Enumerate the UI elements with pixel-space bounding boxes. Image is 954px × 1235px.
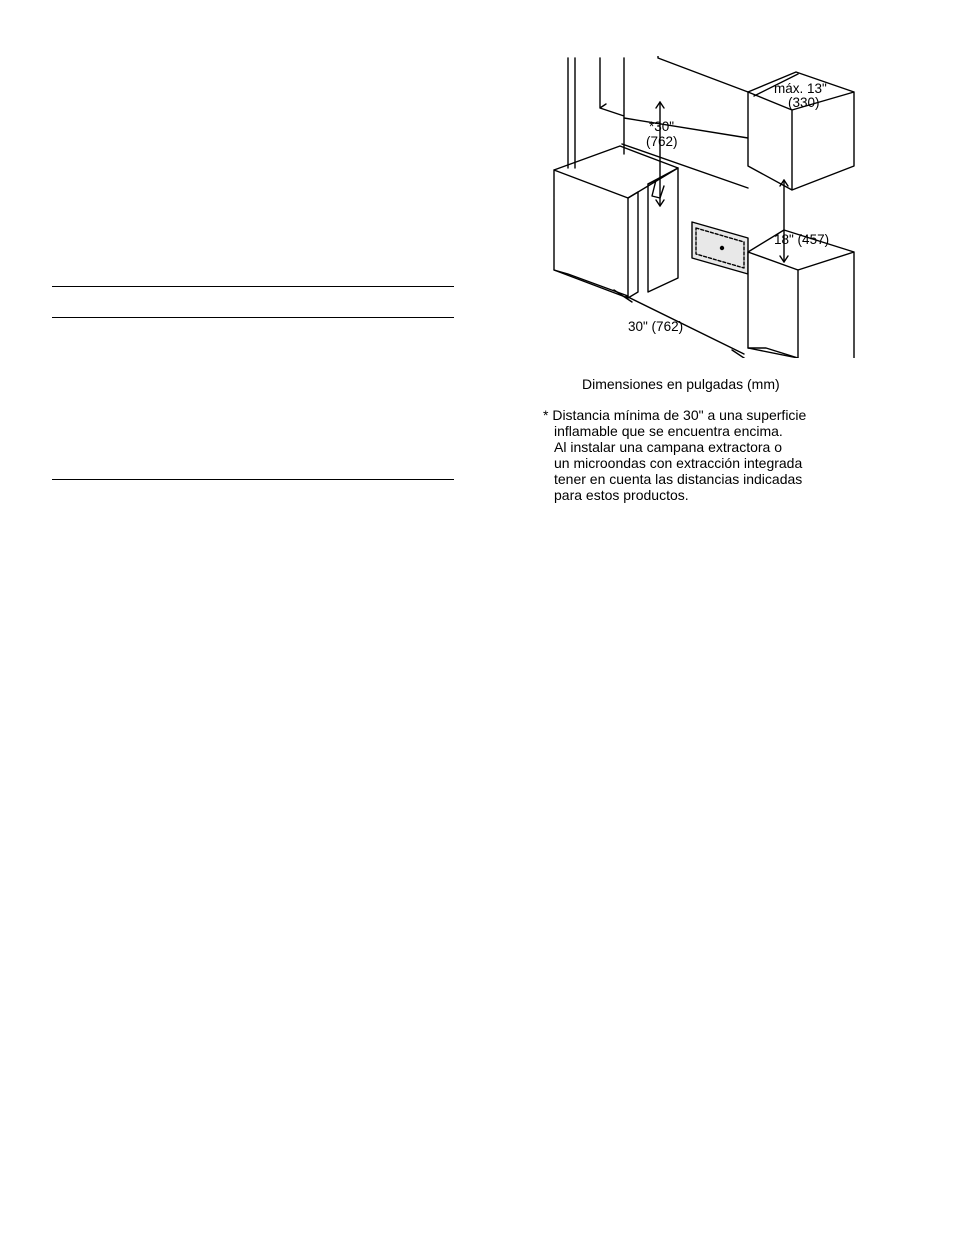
base-cabinet-left-side xyxy=(628,192,638,298)
width-extension-right xyxy=(732,350,750,358)
section-divider-top xyxy=(52,286,454,287)
note-line: * Distancia mínima de 30" a una superficie xyxy=(543,407,807,423)
clearance-top-mm-label: (762) xyxy=(646,134,678,149)
cutout-width-label: 30" (762) xyxy=(628,319,684,334)
section-divider-bottom xyxy=(52,479,454,480)
max-depth-label: máx. 13" xyxy=(774,81,827,96)
width-extension-left xyxy=(614,290,632,302)
cabinet-clearance-label: 18" (457) xyxy=(774,232,830,247)
note-line: tener en cuenta las distancias indicadas xyxy=(554,471,803,487)
range-side-notch xyxy=(648,180,664,198)
back-wall-line xyxy=(658,56,748,92)
clearance-note xyxy=(543,407,806,503)
max-depth-mm-label: (330) xyxy=(788,95,820,110)
clearance-top-label: *30" xyxy=(649,119,675,134)
base-cabinet-right xyxy=(748,230,854,358)
range-side-panel xyxy=(648,168,678,292)
upper-cabinet-left xyxy=(600,58,624,154)
note-line: inflamable que se encuentra encima. xyxy=(554,423,783,439)
note-line: Al instalar una campana extractora o xyxy=(554,439,783,455)
note-line: para estos productos. xyxy=(554,487,689,503)
wall-panel-left xyxy=(568,58,575,168)
back-wall-bottom xyxy=(622,118,748,188)
installation-clearance-diagram xyxy=(548,56,860,358)
note-line: un microondas con extracción integrada xyxy=(554,455,803,471)
section-divider-middle xyxy=(52,317,454,318)
diagram-caption: Dimensiones en pulgadas (mm) xyxy=(582,376,780,392)
